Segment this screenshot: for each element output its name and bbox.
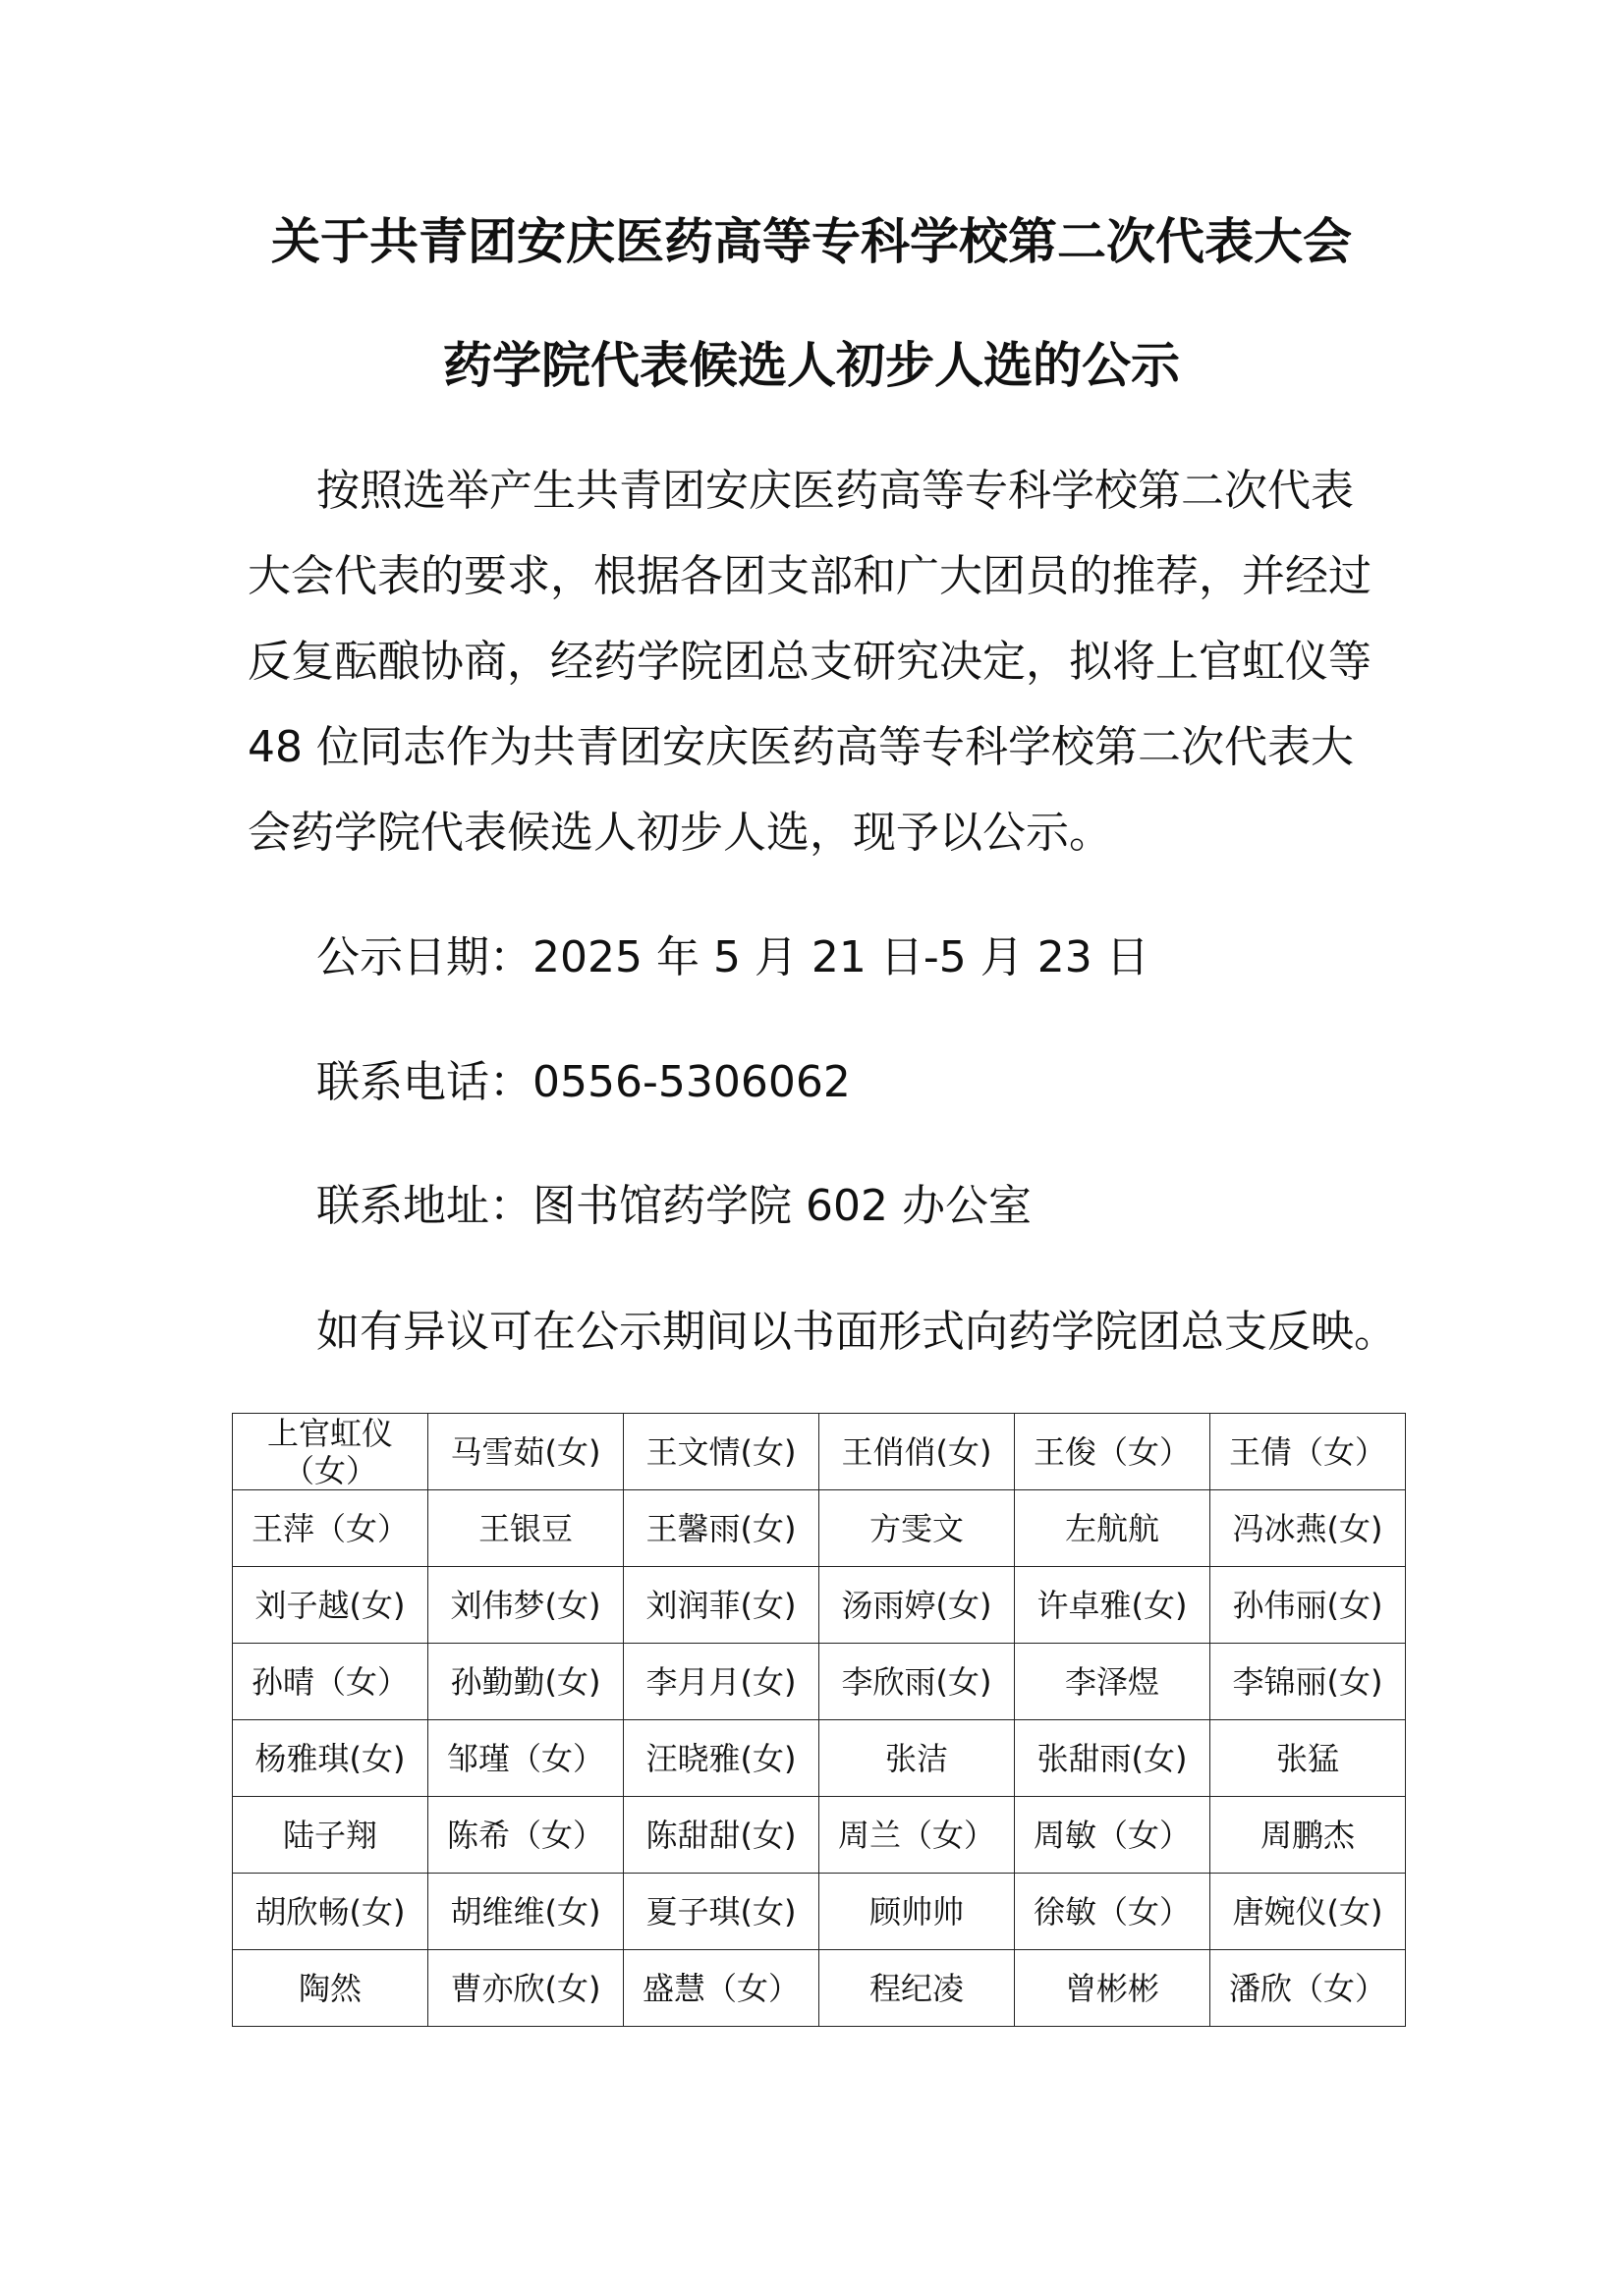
table-row (233, 1720, 1406, 1797)
table-row (233, 1950, 1406, 2027)
candidate-cell: 杨雅琪(女) (233, 1720, 428, 1797)
candidate-cell: 王文情(女) (624, 1414, 819, 1490)
candidate-cell: 孙勤勤(女) (428, 1644, 624, 1720)
candidate-cell: 盛慧（女） (624, 1950, 819, 2027)
candidate-cell: 王倩（女） (1210, 1414, 1406, 1490)
table-row (233, 1874, 1406, 1950)
body-paragraph (248, 448, 1387, 875)
candidate-cell: 冯冰燕(女) (1210, 1490, 1406, 1567)
candidate-roster-table (232, 1413, 1406, 2027)
candidate-cell: 王萍（女） (233, 1490, 428, 1567)
table-row (233, 1490, 1406, 1567)
candidate-cell: 陈甜甜(女) (624, 1797, 819, 1874)
candidate-cell: 陆子翔 (233, 1797, 428, 1874)
candidate-cell: 曾彬彬 (1015, 1950, 1210, 2027)
candidate-cell: 张甜雨(女) (1015, 1720, 1210, 1797)
candidate-cell: 周鹏杰 (1210, 1797, 1406, 1874)
candidate-cell: 许卓雅(女) (1015, 1567, 1210, 1644)
candidate-cell: 曹亦欣(女) (428, 1950, 624, 2027)
candidate-cell: 邹瑾（女） (428, 1720, 624, 1797)
candidate-cell: 王俏俏(女) (819, 1414, 1015, 1490)
candidate-cell: 王俊（女） (1015, 1414, 1210, 1490)
candidate-cell: 李月月(女) (624, 1644, 819, 1720)
candidate-cell: 潘欣（女） (1210, 1950, 1406, 2027)
candidate-cell: 方雯文 (819, 1490, 1015, 1567)
announcement-date: 公示日期：2025 年 5 月 21 日-5 月 23 日 (316, 932, 1149, 982)
objection-notice: 如有异议可在公示期间以书面形式向药学院团总支反映。 (316, 1307, 1397, 1357)
contact-address: 联系地址：图书馆药学院 602 办公室 (316, 1181, 1032, 1231)
candidate-cell: 刘子越(女) (233, 1567, 428, 1644)
candidate-cell: 陶然 (233, 1950, 428, 2027)
candidate-cell: 马雪茹(女) (428, 1414, 624, 1490)
candidate-cell: 王馨雨(女) (624, 1490, 819, 1567)
candidate-cell: 刘润菲(女) (624, 1567, 819, 1644)
candidate-cell: 孙伟丽(女) (1210, 1567, 1406, 1644)
candidate-cell: 孙晴（女） (233, 1644, 428, 1720)
candidate-cell: 胡维维(女) (428, 1874, 624, 1950)
candidate-cell: 李欣雨(女) (819, 1644, 1015, 1720)
table-row (233, 1567, 1406, 1644)
candidate-cell: 汤雨婷(女) (819, 1567, 1015, 1644)
candidate-cell: 程纪凌 (819, 1950, 1015, 2027)
document-title-line-2: 药学院代表候选人初步人选的公示 (443, 336, 1180, 394)
candidate-cell: 周敏（女） (1015, 1797, 1210, 1874)
contact-phone: 联系电话：0556-5306062 (316, 1057, 851, 1107)
table-row (233, 1644, 1406, 1720)
candidate-cell: 刘伟梦(女) (428, 1567, 624, 1644)
body-paragraph-text: 按照选举产生共青团安庆医药高等专科学校第二次代表大会代表的要求，根据各团支部和广大团员的推荐，并经过反复酝酿协商，经药学院团总支研究决定，拟将上官虹仪等 48 位同志作为共青团安庆医药高等专科学校第二次代表大会药学院代表候选人初步人选，现予以公示。 (248, 466, 1371, 858)
candidate-cell: 顾帅帅 (819, 1874, 1015, 1950)
candidate-cell: 王银豆 (428, 1490, 624, 1567)
candidate-cell: 徐敏（女） (1015, 1874, 1210, 1950)
candidate-cell: 上官虹仪（女） (233, 1414, 428, 1490)
candidate-cell: 夏子琪(女) (624, 1874, 819, 1950)
candidate-cell: 李锦丽(女) (1210, 1644, 1406, 1720)
candidate-cell: 周兰（女） (819, 1797, 1015, 1874)
candidate-cell: 李泽煜 (1015, 1644, 1210, 1720)
document-title-line-1: 关于共青团安庆医药高等专科学校第二次代表大会 (271, 212, 1352, 270)
candidate-cell: 张猛 (1210, 1720, 1406, 1797)
candidate-cell: 汪晓雅(女) (624, 1720, 819, 1797)
candidate-cell: 唐婉仪(女) (1210, 1874, 1406, 1950)
candidate-cell: 陈希（女） (428, 1797, 624, 1874)
candidate-cell: 左航航 (1015, 1490, 1210, 1567)
candidate-cell: 胡欣畅(女) (233, 1874, 428, 1950)
candidate-cell: 张洁 (819, 1720, 1015, 1797)
table-row (233, 1414, 1406, 1490)
table-row (233, 1797, 1406, 1874)
